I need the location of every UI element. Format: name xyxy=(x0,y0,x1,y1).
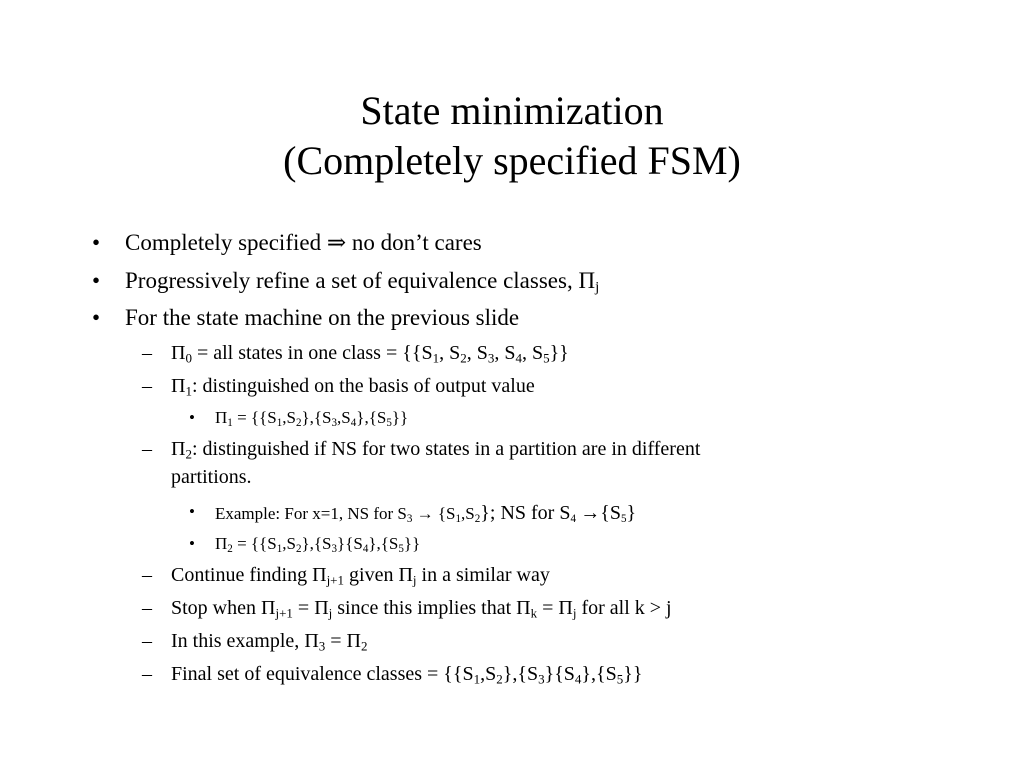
dash-marker: – xyxy=(142,663,152,685)
bullet-marker: • xyxy=(189,534,195,553)
bullet-state-machine: For the state machine on the previous slide xyxy=(125,305,520,330)
bullet-completely-specified: Completely specified ⇒ no don’t cares xyxy=(125,230,482,255)
item-pi2-continued: partitions. xyxy=(171,466,252,488)
dash-marker: – xyxy=(142,597,152,619)
bullet-marker: • xyxy=(189,408,195,427)
dash-marker: – xyxy=(142,630,152,652)
item-pi2-set: $\Pi_2 = \{\{S_1,S_2\},\{S_3\}\{S_4\},\{S_5\}\}$ xyxy=(215,534,421,555)
bullet-marker: • xyxy=(189,502,195,521)
bullet-marker: • xyxy=(92,268,101,293)
item-final-set: Final set of equivalence classes = $\{\{S_1,S_2\},\{S_3\}\{S_4\},\{S_5\}\}$ xyxy=(171,663,643,687)
bullet-progressively-refine: Progressively refine a set of equivalence classes, $\Pi_j$ xyxy=(125,268,600,296)
item-continue-finding: Continue finding $\Pi_{j+1}$ given $\Pi_j$ in a similar way xyxy=(171,564,550,588)
dash-marker: – xyxy=(142,438,152,460)
bullet-marker: • xyxy=(92,230,101,255)
item-example: Example: For x=1, NS for $S_3 \to \{S_1,S_2\}$; NS for $S_4 \to\{S_5\}$ xyxy=(215,502,637,525)
item-in-this-example: In this example, $\Pi_3 = \Pi_2$ xyxy=(171,630,368,654)
title-line-2: (Completely specified FSM) xyxy=(283,138,741,183)
dash-marker: – xyxy=(142,342,152,364)
implies-symbol: ⇒ xyxy=(326,230,347,255)
item-pi1-set: $\Pi_1 = \{\{S_1,S_2\},\{S_3,S_4\},\{S_5\}\}$ xyxy=(215,408,409,429)
item-pi2: $\Pi_2$: distinguished if NS for two states in a partition are in different xyxy=(171,438,701,462)
dash-marker: – xyxy=(142,375,152,397)
slide-title xyxy=(0,86,1024,186)
item-pi1: $\Pi_1$: distinguished on the basis of output value xyxy=(171,375,535,399)
title-line-1: State minimization xyxy=(360,88,664,133)
item-pi0: $\Pi_0$ = all states in one class = {{$S_1$, $S_2$, $S_3$, $S_4$, $S_5$}} xyxy=(171,342,569,366)
arrow-symbol: → xyxy=(580,502,601,524)
dash-marker: – xyxy=(142,564,152,586)
bullet-marker: • xyxy=(92,305,101,330)
arrow-symbol: → xyxy=(416,504,434,523)
item-stop-when: Stop when $\Pi_{j+1} = \Pi_j$ since this implies that $\Pi_k = \Pi_j$ for all k > j xyxy=(171,597,672,621)
